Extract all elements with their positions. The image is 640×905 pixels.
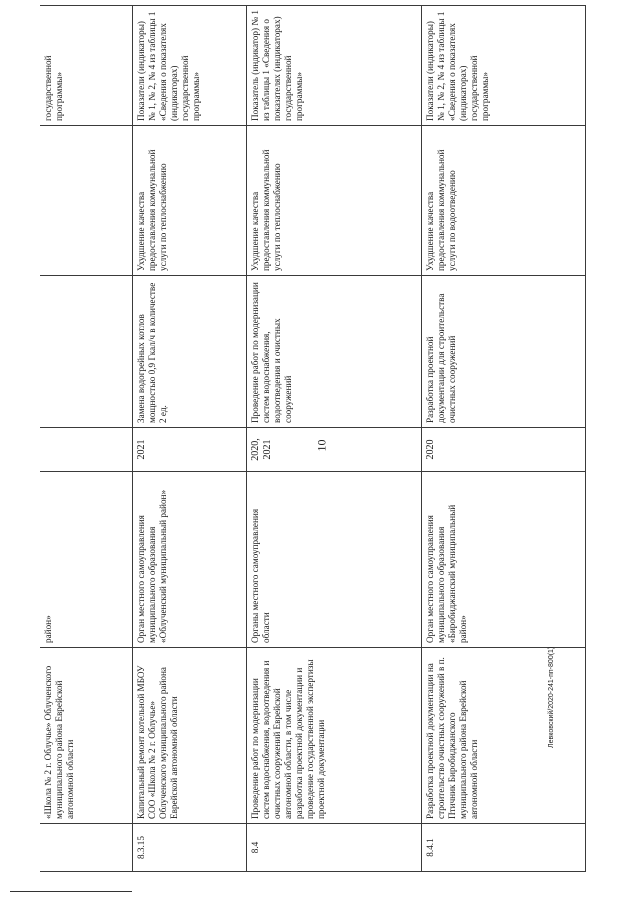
measures-table: [40, 5, 586, 872]
row-measures: [40, 276, 132, 428]
page-number: 10: [314, 439, 329, 452]
row-measures: Замена водогрейных котлов мощностью 0,9 Гкал/ч в количестве 2 ед.: [132, 276, 246, 428]
row-indicator: Показатели (индикаторы) № 1, № 2, № 4 из таблицы 1 «Сведения о показателях (индикаторах) государственной программы»: [132, 6, 246, 126]
row-risk: Ухудшение качества предоставления коммунальной услуги по теплоснабжению: [246, 126, 421, 276]
row-risk: [40, 126, 132, 276]
row-year: 2021: [132, 428, 246, 472]
measures-table-rotated: [40, 6, 585, 872]
row-executor: район»: [40, 472, 132, 648]
row-name: «Школа № 2 г. Облучье» Облученского муниципального района Еврейской автономной области: [40, 648, 132, 824]
row-indicator: Показатель (индикатор) № 1 из таблицы 1 «Сведения о показателях (индикаторах) государственной программы»: [246, 6, 421, 126]
row-year: 2020: [421, 428, 585, 472]
row-number: 8.4.1: [421, 824, 585, 872]
row-number: 8.3.15: [132, 824, 246, 872]
table-row: [132, 6, 246, 872]
table-row: [40, 6, 132, 872]
row-indicator: государственной программы»: [40, 6, 132, 126]
row-risk: Ухудшение качества предоставления коммунальной услуги по теплоснабжению: [132, 126, 246, 276]
row-executor: Орган местного самоуправления муниципального образования «Биробиджанский муниципальный район»: [421, 472, 585, 648]
row-number: [40, 824, 132, 872]
row-year: 2020, 2021: [246, 428, 421, 472]
row-year: [40, 428, 132, 472]
row-indicator: Показатели (индикаторы) № 1, № 2, № 4 из таблицы 1 «Сведения о показателях (индикаторах) государственной программы»: [421, 6, 585, 126]
row-name: Проведение работ по модернизации систем водоснабжения, водоотведения и очистных сооружений Еврейской автономной области, в том числе разработка проектной документации и проведение государственной экспертизы проектной документации: [246, 648, 421, 824]
row-number: 8.4: [246, 824, 421, 872]
document-code: Левковский/2020-241-пп-800(1): [548, 646, 555, 748]
table-row: [246, 6, 421, 872]
row-risk: Ухудшение качества предоставления коммунальной услуги по водоотведению: [421, 126, 585, 276]
row-measures: Проведение работ по модернизации систем водоснабжения, водоотведения и очистных сооружений: [246, 276, 421, 428]
row-executor: Органы местного самоуправления области: [246, 472, 421, 648]
row-name: Разработка проектной документации на строительство очистных сооружений в п. Птичник Биробиджанского муниципального района Еврейской автономной области: [421, 648, 585, 824]
table-row: [421, 6, 585, 872]
row-measures: Разработка проектной документации для строительства очистных сооружений: [421, 276, 585, 428]
row-executor: Орган местного самоуправления муниципального образования «Облученский муниципальный район»: [132, 472, 246, 648]
footnote-divider: [10, 891, 132, 892]
row-name: Капитальный ремонт котельной МБОУ СОО «Школа № 2 г. Облучье» Облученского муниципального района Еврейской автономной области: [132, 648, 246, 824]
